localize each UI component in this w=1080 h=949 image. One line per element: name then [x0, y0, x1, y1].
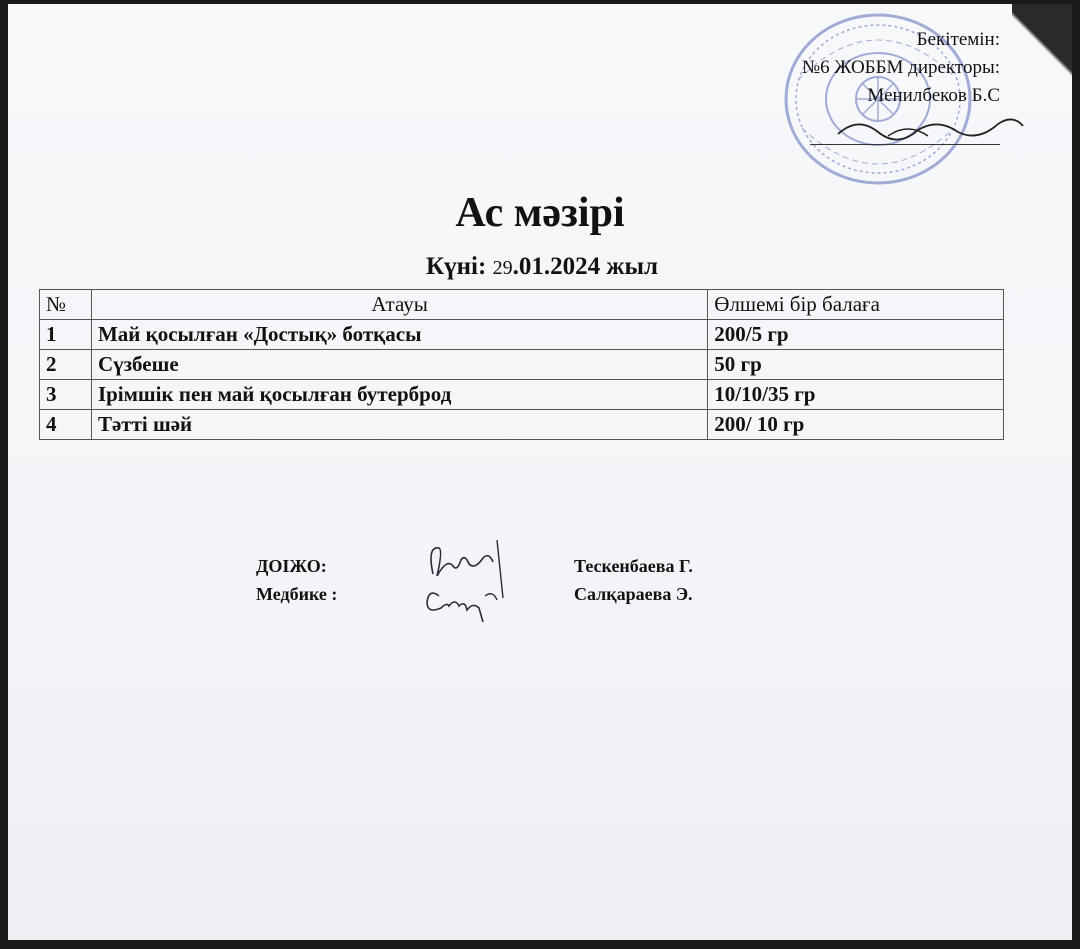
row-dish: Сүзбеше: [91, 350, 707, 380]
date-day: 29: [492, 257, 513, 279]
table-row: [40, 320, 1004, 350]
approval-name: Менилбеков Б.С: [867, 85, 1000, 106]
row-number: 4: [40, 410, 92, 440]
row-portion: 10/10/35 гр: [708, 380, 1004, 410]
row-dish: Ірімшік пен май қосылған бутерброд: [91, 380, 707, 410]
folded-corner: [1012, 4, 1072, 84]
approval-label: Бекітемін:: [916, 29, 1000, 50]
row-number: 2: [40, 350, 92, 380]
date-prefix: Күні:: [426, 253, 487, 280]
header-size: Өлшемі бір балаға: [708, 290, 1004, 320]
director-signature-icon: [828, 112, 1028, 144]
row-number: 1: [40, 320, 92, 350]
approval-position: №6 ЖОББМ директоры:: [802, 57, 1000, 78]
date-rest: .01.2024 жыл: [512, 253, 658, 280]
signature-role: Медбике :: [256, 584, 338, 604]
signature-role: ДОІЖО:: [256, 556, 327, 576]
row-dish: Май қосылған «Достық» ботқасы: [91, 320, 707, 350]
approval-block: [802, 26, 1000, 110]
signature-person: Тескенбаева Г.: [574, 556, 693, 576]
row-number: 3: [40, 380, 92, 410]
header-number: №: [40, 290, 92, 320]
row-portion: 200/5 гр: [708, 320, 1004, 350]
row-portion: 50 гр: [708, 350, 1004, 380]
menu-table: [39, 289, 1004, 440]
menu-date: [426, 253, 658, 281]
row-portion: 200/ 10 гр: [708, 410, 1004, 440]
approval-signature-line: [810, 144, 1000, 145]
handwritten-signatures-icon: [413, 536, 523, 626]
row-dish: Тәтті шәй: [91, 410, 707, 440]
table-row: [40, 410, 1004, 440]
signature-person: Салқараева Э.: [574, 584, 693, 604]
table-header-row: [40, 290, 1004, 320]
page-title: Ас мәзірі: [455, 190, 625, 236]
table-row: [40, 350, 1004, 380]
table-row: [40, 380, 1004, 410]
document-page: [8, 4, 1072, 940]
header-name: Атауы: [91, 290, 707, 320]
